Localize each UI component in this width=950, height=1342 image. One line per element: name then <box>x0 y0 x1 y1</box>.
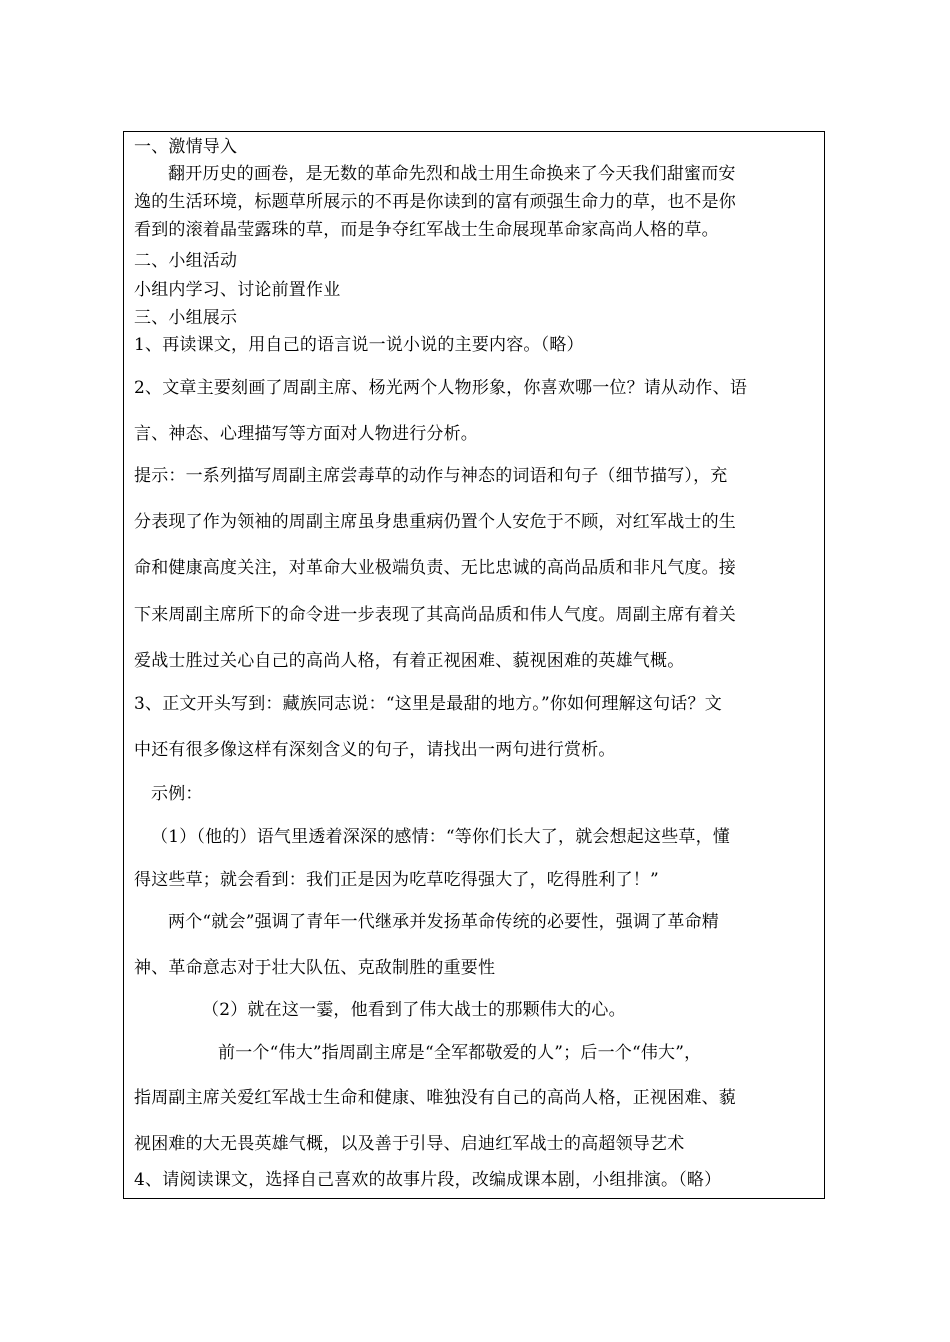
paragraph-line: 中还有很多像这样有深刻含义的句子，请找出一两句进行赏析。 <box>134 740 616 760</box>
paragraph-line: 分表现了作为领袖的周副主席虽身患重病仍置个人安危于不顾，对红军战士的生 <box>134 512 736 532</box>
paragraph-line: 言、神态、心理描写等方面对人物进行分析。 <box>134 424 478 444</box>
example-label: 示例： <box>151 784 203 804</box>
section-heading-intro: 一、激情导入 <box>134 137 238 157</box>
question-3: 3、正文开头写到：藏族同志说：“这里是最甜的地方。”你如何理解这句话？文 <box>134 694 722 714</box>
paragraph-line: 逸的生活环境，标题草所展示的不再是你读到的富有顽强生命力的草，也不是你 <box>134 192 736 212</box>
paragraph-line: 看到的滚着晶莹露珠的草，而是争夺红军战士生命展现革命家高尚人格的草。 <box>134 220 719 240</box>
paragraph-line: 爱战士胜过关心自己的高尚人格，有着正视困难、藐视困难的英雄气概。 <box>134 651 685 671</box>
paragraph-line: 视困难的大无畏英雄气概，以及善于引导、启迪红军战士的高超领导艺术 <box>134 1134 685 1154</box>
hint-line: 提示：一系列描写周副主席尝毒草的动作与神态的词语和句子（细节描写），充 <box>134 466 728 486</box>
paragraph-line: 小组内学习、讨论前置作业 <box>134 280 341 300</box>
paragraph-line: 神、革命意志对于壮大队伍、克敌制胜的重要性 <box>134 958 496 978</box>
paragraph-line: 指周副主席关爱红军战士生命和健康、唯独没有自己的高尚人格，正视困难、藐 <box>134 1088 736 1108</box>
paragraph-line: 翻开历史的画卷，是无数的革命先烈和战士用生命换来了今天我们甜蜜而安 <box>168 164 736 184</box>
paragraph-line: 下来周副主席所下的命令进一步表现了其高尚品质和伟人气度。周副主席有着关 <box>134 605 736 625</box>
question-2: 2、文章主要刻画了周副主席、杨光两个人物形象，你喜欢哪一位？请从动作、语 <box>134 378 748 398</box>
question-1: 1、再读课文，用自己的语言说一说小说的主要内容。（略） <box>134 335 584 355</box>
section-heading-group-show: 三、小组展示 <box>134 308 238 328</box>
example-2: （2）就在这一霎，他看到了伟大战士的那颗伟大的心。 <box>202 1000 626 1020</box>
paragraph-line: 两个“就会”强调了青年一代继承并发扬革命传统的必要性，强调了革命精 <box>168 912 719 932</box>
section-heading-group-activity: 二、小组活动 <box>134 251 238 271</box>
paragraph-line: 命和健康高度关注，对革命大业极端负责、无比忠诚的高尚品质和非凡气度。接 <box>134 558 736 578</box>
example-1: （1）（他的）语气里透着深深的感情：“等你们长大了，就会想起这些草，懂 <box>151 827 731 847</box>
paragraph-line: 前一个“伟大”指周副主席是“全军都敬爱的人”；后一个“伟大”， <box>218 1043 702 1063</box>
paragraph-line: 得这些草；就会看到：我们正是因为吃草吃得强大了，吃得胜利了！” <box>134 870 659 890</box>
question-4: 4、请阅读课文，选择自己喜欢的故事片段，改编成课本剧，小组排演。（略） <box>134 1170 722 1190</box>
